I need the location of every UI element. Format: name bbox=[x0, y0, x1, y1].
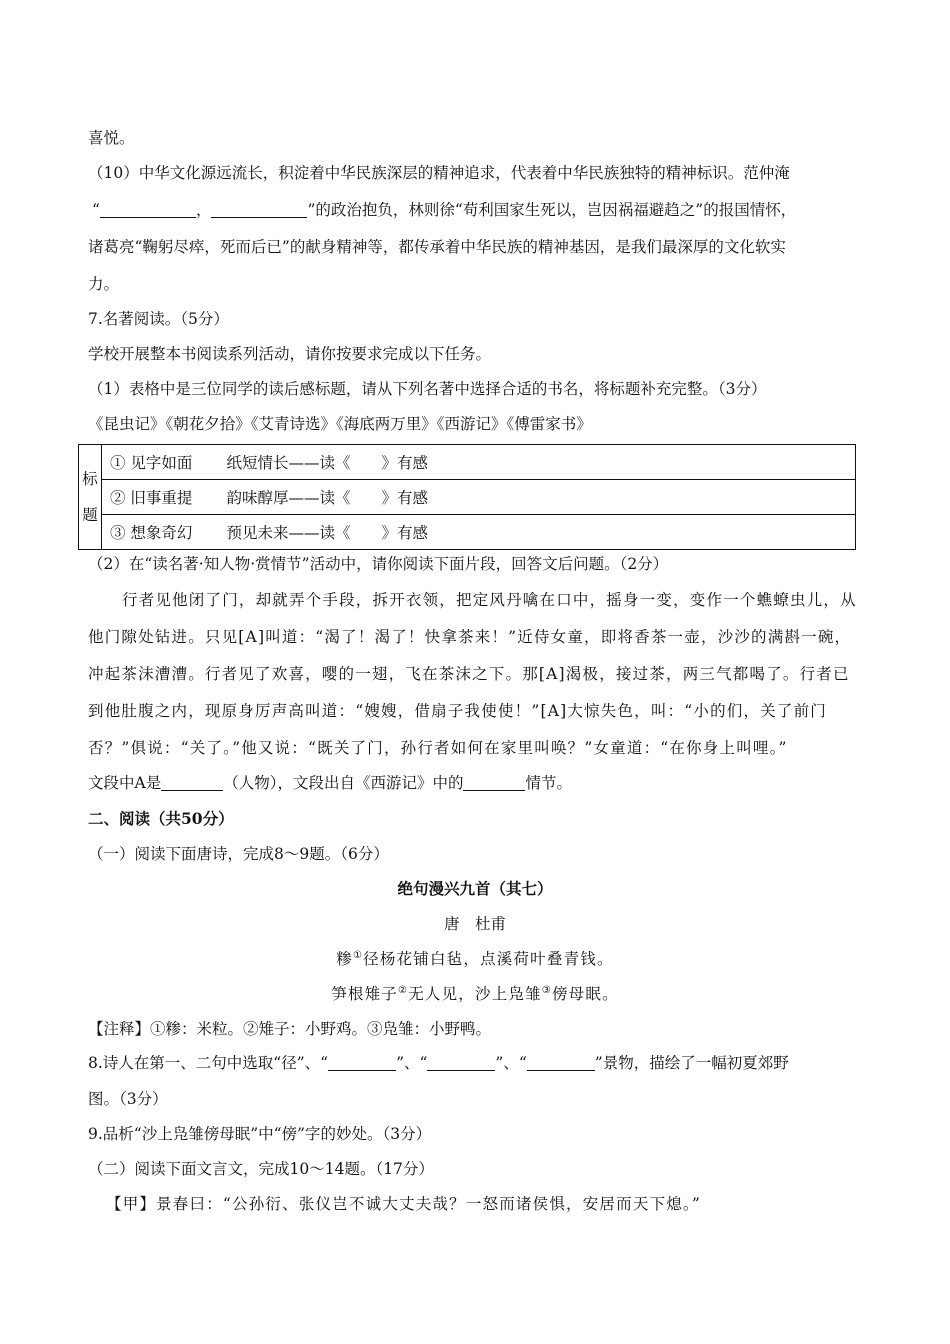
table-cell[interactable]: ② 旧事重提 韵味醇厚——读《 》有感 bbox=[102, 480, 856, 515]
passage-line: 他门隙处钻进。只见[A]叫道：“渴了！渴了！快拿茶来！”近侍女童，即将香茶一壶，沙沙的满斟一碗， bbox=[88, 628, 852, 646]
table-row bbox=[79, 445, 856, 480]
text-line: （2）在“读名著·知人物·赏情节”活动中，请你阅读下面片段，回答文后问题。（2分） bbox=[88, 555, 669, 573]
text-line: （一）阅读下面唐诗，完成8～9题。（6分） bbox=[88, 845, 389, 863]
answer-blank[interactable] bbox=[527, 1054, 595, 1071]
passage-line: 行者见他闭了门，却就弄个手段，拆开衣领，把定风丹噙在口中，摇身一变，变作一个蟭蟟虫儿，从 bbox=[122, 591, 857, 609]
answer-blank[interactable] bbox=[161, 774, 223, 791]
table-cell[interactable]: ① 见字如面 纸短情长——读《 》有感 bbox=[102, 445, 856, 480]
text-line: （10）中华文化源远流长，积淀着中华民族深层的精神追求，代表着中华民族独特的精神标识。范仲淹 bbox=[88, 164, 790, 182]
table-label: 标 题 bbox=[79, 445, 102, 550]
answer-blank[interactable] bbox=[100, 201, 196, 218]
passage-line: 冲起茶沫漕漕。行者见了欢喜，嘤的一翅，飞在茶沫之下。那[A]渴极，接过茶，两三气都喝了。行者已 bbox=[88, 665, 850, 683]
answer-blank[interactable] bbox=[463, 774, 525, 791]
poem-author: 唐 杜甫 bbox=[443, 915, 506, 933]
question-line: 文段中A是 （人物），文段出自《西游记》中的 情节。 bbox=[88, 774, 572, 792]
text-line: 喜悦。 bbox=[88, 129, 135, 147]
answer-blank[interactable] bbox=[427, 1054, 495, 1071]
text-line: 力。 bbox=[88, 275, 120, 293]
book-list: 《昆虫记》《朝花夕拾》《艾青诗选》《海底两万里》《西游记》《傅雷家书》 bbox=[88, 415, 592, 433]
text-line: （二）阅读下面文言文，完成10～14题。（17分） bbox=[88, 1160, 434, 1178]
poem-verse: 糁①径杨花铺白毡，点溪荷叶叠青钱。 bbox=[336, 950, 614, 968]
question-heading: 7.名著阅读。（5分） bbox=[88, 310, 229, 328]
passage-line: 到他肚腹之内，现原身厉声高叫道：“嫂嫂，借扇子我使使！”[A]大惊失色，叫：“小的们，关了前门 bbox=[88, 702, 827, 720]
passage-line: 【甲】景春曰：“公孙衍、张仪岂不诚大丈夫哉？一怒而诸侯惧，安居而天下熄。” bbox=[106, 1195, 702, 1213]
table-cell[interactable]: ③ 想象奇幻 预见未来——读《 》有感 bbox=[102, 515, 856, 550]
text-line: 图。（3分） bbox=[88, 1090, 168, 1108]
text-line-with-blanks: “ ， ”的政治抱负，林则徐“苟利国家生死以，岂因祸福避趋之”的报国情怀， bbox=[92, 201, 797, 219]
table-row bbox=[79, 515, 856, 550]
table-row bbox=[79, 480, 856, 515]
annotation: 【注释】①糁：米粒。②雉子：小野鸡。③凫雏：小野鸭。 bbox=[88, 1020, 492, 1038]
text-line: 学校开展整本书阅读系列活动，请你按要求完成以下任务。 bbox=[88, 345, 492, 363]
answer-blank[interactable] bbox=[328, 1054, 396, 1071]
question-line: 8.诗人在第一、二句中选取“径”、“ ”、“ ”、“ ”景物，描绘了一幅初夏郊野 bbox=[88, 1054, 789, 1072]
poem-title: 绝句漫兴九首（其七） bbox=[397, 879, 553, 898]
section-heading: 二、阅读（共50分） bbox=[88, 809, 234, 828]
answer-blank[interactable] bbox=[211, 201, 307, 218]
question-line: 9.品析“沙上凫雏傍母眠”中“傍”字的妙处。（3分） bbox=[88, 1125, 432, 1143]
poem-verse: 笋根雉子②无人见，沙上凫雏③傍母眠。 bbox=[331, 985, 619, 1003]
passage-line: 否？”俱说：“关了。”他又说：“既关了门，孙行者如何在家里叫唤？”女童道：“在你身上叫哩。” bbox=[88, 739, 788, 757]
title-table bbox=[78, 444, 856, 550]
text-line: （1）表格中是三位同学的读后感标题，请从下列名著中选择合适的书名，将标题补充完整。（3分） bbox=[88, 380, 767, 398]
text-line: 诸葛亮“鞠躬尽瘁，死而后已”的献身精神等，都传承着中华民族的精神基因，是我们最深厚的文化软实 bbox=[88, 238, 786, 256]
